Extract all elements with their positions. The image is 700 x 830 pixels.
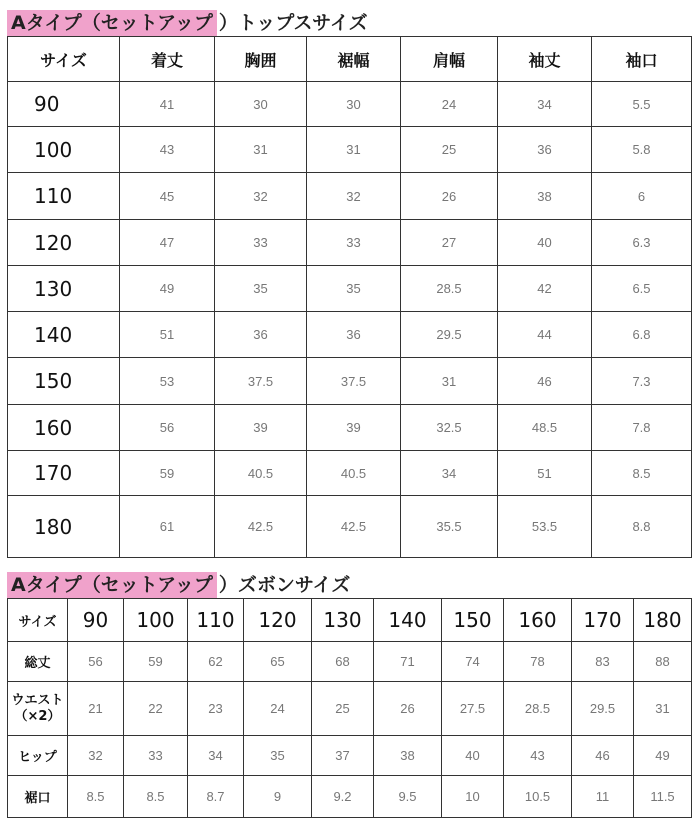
- tops-value-cell: 30: [307, 82, 401, 127]
- pants-value-cell: 37: [312, 736, 374, 776]
- pants-value-cell: 10.5: [504, 776, 572, 818]
- pants-value-cell: 8.7: [188, 776, 244, 818]
- pants-value-cell: 68: [312, 642, 374, 682]
- pants-size-header: 120: [244, 599, 312, 642]
- tops-value-cell: 40: [498, 220, 592, 266]
- tops-value-cell: 51: [498, 451, 592, 496]
- tops-header-row: [8, 37, 692, 82]
- tops-value-cell: 6.5: [592, 266, 692, 312]
- tops-value-cell: 36: [307, 312, 401, 358]
- tops-header-shoulder: 肩幅: [401, 37, 498, 82]
- tops-heading-rest: ）トップスサイズ: [218, 12, 368, 34]
- pants-value-cell: 21: [68, 682, 124, 736]
- tops-value-cell: 33: [307, 220, 401, 266]
- tops-value-cell: 25: [401, 127, 498, 173]
- pants-value-cell: 11.5: [634, 776, 692, 818]
- pants-row-label-line2: （×2）: [14, 708, 61, 724]
- tops-value-cell: 53.5: [498, 496, 592, 558]
- tops-value-cell: 59: [120, 451, 215, 496]
- table-row: [8, 642, 692, 682]
- tops-value-cell: 7.3: [592, 358, 692, 405]
- pants-value-cell: 32: [68, 736, 124, 776]
- pants-value-cell: 8.5: [124, 776, 188, 818]
- tops-value-cell: 8.5: [592, 451, 692, 496]
- tops-size-cell: 110: [8, 173, 120, 220]
- pants-value-cell: 9: [244, 776, 312, 818]
- tops-header-hem-width: 裾幅: [307, 37, 401, 82]
- tops-size-cell: 90: [8, 82, 120, 127]
- pants-value-cell: 46: [572, 736, 634, 776]
- pants-value-cell: 40: [442, 736, 504, 776]
- tops-size-cell: 140: [8, 312, 120, 358]
- pants-value-cell: 34: [188, 736, 244, 776]
- tops-size-cell: 160: [8, 405, 120, 451]
- pants-row-label: 総丈: [8, 642, 68, 682]
- tops-value-cell: 35: [215, 266, 307, 312]
- pants-value-cell: 22: [124, 682, 188, 736]
- pants-size-header: 130: [312, 599, 374, 642]
- tops-value-cell: 36: [498, 127, 592, 173]
- pants-value-cell: 29.5: [572, 682, 634, 736]
- pants-size-header: 170: [572, 599, 634, 642]
- pants-size-header: 140: [374, 599, 442, 642]
- tops-value-cell: 37.5: [307, 358, 401, 405]
- tops-size-cell: 120: [8, 220, 120, 266]
- tops-value-cell: 36: [215, 312, 307, 358]
- tops-value-cell: 61: [120, 496, 215, 558]
- tops-value-cell: 31: [215, 127, 307, 173]
- pants-value-cell: 74: [442, 642, 504, 682]
- tops-value-cell: 39: [215, 405, 307, 451]
- pants-value-cell: 23: [188, 682, 244, 736]
- pants-heading-highlight: Aタイプ（セットアップ: [7, 572, 217, 598]
- tops-value-cell: 49: [120, 266, 215, 312]
- pants-value-cell: 62: [188, 642, 244, 682]
- tops-value-cell: 27: [401, 220, 498, 266]
- pants-size-table: [7, 598, 692, 818]
- pants-value-cell: 65: [244, 642, 312, 682]
- tops-size-table: [7, 36, 692, 558]
- table-row: [8, 127, 692, 173]
- table-row: [8, 358, 692, 405]
- pants-size-header: 150: [442, 599, 504, 642]
- tops-value-cell: 6.3: [592, 220, 692, 266]
- tops-value-cell: 48.5: [498, 405, 592, 451]
- tops-value-cell: 31: [401, 358, 498, 405]
- pants-value-cell: 27.5: [442, 682, 504, 736]
- pants-value-cell: 38: [374, 736, 442, 776]
- pants-value-cell: 31: [634, 682, 692, 736]
- tops-value-cell: 33: [215, 220, 307, 266]
- pants-row-label: ヒップ: [8, 736, 68, 776]
- tops-value-cell: 40.5: [215, 451, 307, 496]
- pants-value-cell: 35: [244, 736, 312, 776]
- pants-value-cell: 28.5: [504, 682, 572, 736]
- tops-value-cell: 44: [498, 312, 592, 358]
- tops-value-cell: 29.5: [401, 312, 498, 358]
- tops-value-cell: 40.5: [307, 451, 401, 496]
- tops-value-cell: 34: [401, 451, 498, 496]
- pants-size-header: 160: [504, 599, 572, 642]
- pants-heading-rest: ）ズボンサイズ: [218, 574, 351, 596]
- table-row: [8, 776, 692, 818]
- pants-value-cell: 9.5: [374, 776, 442, 818]
- tops-value-cell: 51: [120, 312, 215, 358]
- pants-value-cell: 71: [374, 642, 442, 682]
- tops-value-cell: 31: [307, 127, 401, 173]
- pants-value-cell: 49: [634, 736, 692, 776]
- pants-size-header: 100: [124, 599, 188, 642]
- tops-value-cell: 53: [120, 358, 215, 405]
- tops-header-cuff: 袖口: [592, 37, 692, 82]
- table-row: [8, 405, 692, 451]
- tops-value-cell: 39: [307, 405, 401, 451]
- tops-value-cell: 35.5: [401, 496, 498, 558]
- pants-row-label: 裾口: [8, 776, 68, 818]
- pants-row-label: [8, 682, 68, 736]
- tops-header-sleeve-length: 袖丈: [498, 37, 592, 82]
- pants-value-cell: 88: [634, 642, 692, 682]
- pants-value-cell: 83: [572, 642, 634, 682]
- tops-value-cell: 35: [307, 266, 401, 312]
- tops-value-cell: 42: [498, 266, 592, 312]
- tops-value-cell: 42.5: [215, 496, 307, 558]
- table-row: [8, 266, 692, 312]
- pants-value-cell: 11: [572, 776, 634, 818]
- pants-value-cell: 43: [504, 736, 572, 776]
- table-row: [8, 312, 692, 358]
- tops-value-cell: 26: [401, 173, 498, 220]
- tops-value-cell: 38: [498, 173, 592, 220]
- pants-value-cell: 59: [124, 642, 188, 682]
- tops-heading-highlight: Aタイプ（セットアップ: [7, 10, 217, 36]
- tops-value-cell: 47: [120, 220, 215, 266]
- table-row: [8, 736, 692, 776]
- tops-value-cell: 7.8: [592, 405, 692, 451]
- tops-value-cell: 32: [215, 173, 307, 220]
- tops-value-cell: 45: [120, 173, 215, 220]
- table-row: [8, 682, 692, 736]
- pants-size-header: 110: [188, 599, 244, 642]
- table-row: [8, 496, 692, 558]
- pants-value-cell: 25: [312, 682, 374, 736]
- tops-value-cell: 32.5: [401, 405, 498, 451]
- table-row: [8, 173, 692, 220]
- pants-value-cell: 9.2: [312, 776, 374, 818]
- tops-value-cell: 46: [498, 358, 592, 405]
- pants-size-header: 90: [68, 599, 124, 642]
- tops-value-cell: 5.5: [592, 82, 692, 127]
- tops-value-cell: 24: [401, 82, 498, 127]
- tops-value-cell: 5.8: [592, 127, 692, 173]
- pants-value-cell: 8.5: [68, 776, 124, 818]
- tops-value-cell: 6.8: [592, 312, 692, 358]
- tops-heading: [7, 10, 368, 36]
- tops-size-cell: 150: [8, 358, 120, 405]
- tops-value-cell: 6: [592, 173, 692, 220]
- tops-value-cell: 8.8: [592, 496, 692, 558]
- tops-size-cell: 100: [8, 127, 120, 173]
- tops-value-cell: 37.5: [215, 358, 307, 405]
- tops-value-cell: 56: [120, 405, 215, 451]
- tops-value-cell: 34: [498, 82, 592, 127]
- pants-row-label-line1: ウエスト: [11, 692, 64, 708]
- table-row: [8, 82, 692, 127]
- table-row: [8, 220, 692, 266]
- tops-header-chest: 胸囲: [215, 37, 307, 82]
- tops-header-length: 着丈: [120, 37, 215, 82]
- tops-size-cell: 170: [8, 451, 120, 496]
- tops-value-cell: 32: [307, 173, 401, 220]
- tops-header-size: サイズ: [8, 37, 120, 82]
- pants-value-cell: 26: [374, 682, 442, 736]
- table-row: [8, 451, 692, 496]
- pants-size-label: サイズ: [8, 599, 68, 642]
- pants-value-cell: 56: [68, 642, 124, 682]
- tops-value-cell: 41: [120, 82, 215, 127]
- pants-value-cell: 24: [244, 682, 312, 736]
- tops-value-cell: 30: [215, 82, 307, 127]
- tops-value-cell: 28.5: [401, 266, 498, 312]
- pants-value-cell: 33: [124, 736, 188, 776]
- tops-value-cell: 43: [120, 127, 215, 173]
- pants-value-cell: 10: [442, 776, 504, 818]
- tops-value-cell: 42.5: [307, 496, 401, 558]
- pants-heading: [7, 572, 350, 598]
- tops-size-cell: 180: [8, 496, 120, 558]
- pants-value-cell: 78: [504, 642, 572, 682]
- pants-size-row: [8, 599, 692, 642]
- tops-size-cell: 130: [8, 266, 120, 312]
- pants-size-header: 180: [634, 599, 692, 642]
